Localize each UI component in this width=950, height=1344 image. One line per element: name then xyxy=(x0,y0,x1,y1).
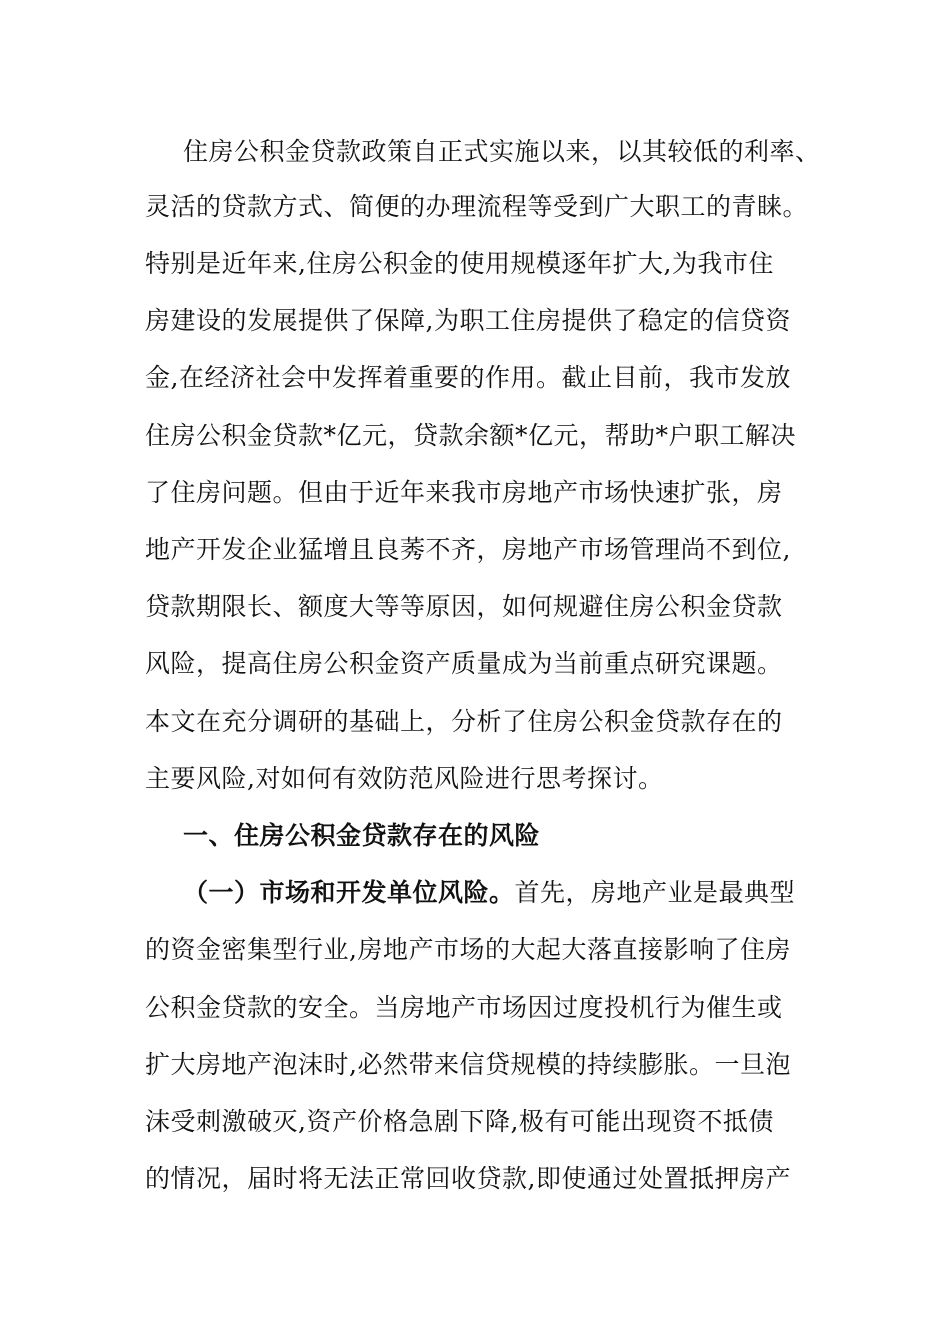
paragraph-line-13: 的资金密集型行业,房地产市场的大起大落直接影响了住房 xyxy=(145,935,791,964)
paragraph-line-17: 的情况，届时将无法正常回收贷款,即使通过处置抵押房产 xyxy=(145,1164,791,1193)
paragraph-line-3: 特别是近年来,住房公积金的使用规模逐年扩大,为我市住 xyxy=(145,249,774,278)
paragraph-line-7: 了住房问题。但由于近年来我市房地产市场快速扩张，房 xyxy=(145,478,783,507)
subsection-text: 首先，房地产业是最典型 xyxy=(514,878,796,907)
paragraph-line-10: 风险，提高住房公积金资产质量成为当前重点研究课题。 xyxy=(145,649,783,678)
paragraph-line-12: 主要风险,对如何有效防范风险进行思考探讨。 xyxy=(145,764,664,793)
paragraph-line-6: 住房公积金贷款*亿元，贷款余额*亿元，帮助*户职工解决 xyxy=(145,421,797,450)
paragraph-line-1: 住房公积金贷款政策自正式实施以来，以其较低的利率、 xyxy=(183,137,821,166)
paragraph-line-8: 地产开发企业猛增且良莠不齐，房地产市场管理尚不到位, xyxy=(145,535,791,564)
paragraph-line-4: 房建设的发展提供了保障,为职工住房提供了稳定的信贷资 xyxy=(145,306,791,335)
section-heading: 一、住房公积金贷款存在的风险 xyxy=(183,821,541,850)
paragraph-line-16: 沫受刺激破灭,资产价格急剧下降,极有可能出现资不抵债 xyxy=(145,1107,774,1136)
paragraph-line-2: 灵活的贷款方式、简便的办理流程等受到广大职工的青睐。 xyxy=(145,192,809,221)
paragraph-line-15: 扩大房地产泡沫时,必然带来信贷规模的持续膨胀。一旦泡 xyxy=(145,1050,791,1079)
subsection-line-1 xyxy=(183,877,795,909)
paragraph-line-9: 贷款期限长、额度大等等原因，如何规避住房公积金贷款 xyxy=(145,592,783,621)
subsection-title: （一）市场和开发单位风险。 xyxy=(183,878,515,907)
paragraph-line-5: 金,在经济社会中发挥着重要的作用。截止目前，我市发放 xyxy=(145,363,791,392)
paragraph-line-11: 本文在充分调研的基础上，分析了住房公积金贷款存在的 xyxy=(145,707,783,736)
paragraph-line-14: 公积金贷款的安全。当房地产市场因过度投机行为催生或 xyxy=(145,993,783,1022)
